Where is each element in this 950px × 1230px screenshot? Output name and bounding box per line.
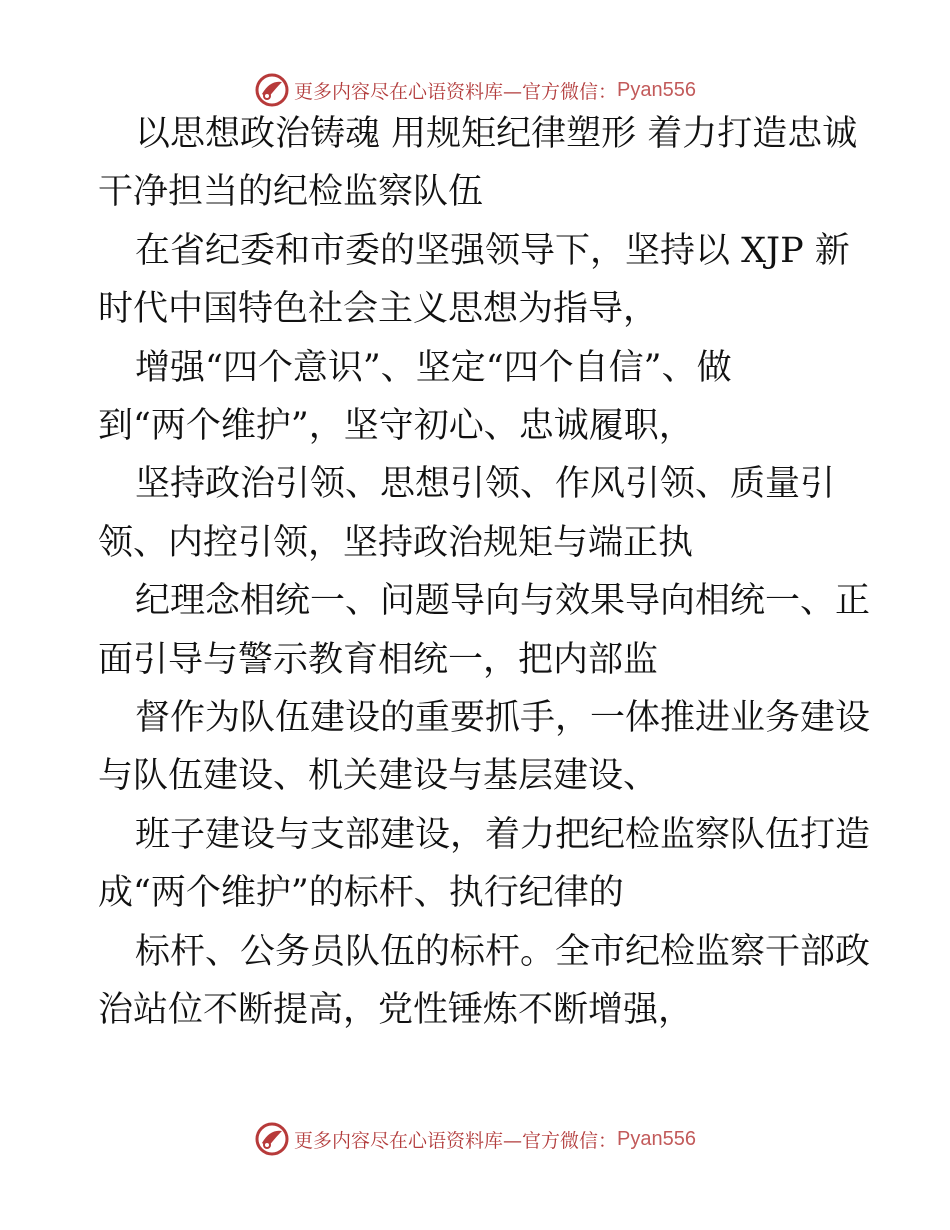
paragraph-line: 在省纪委和市委的坚强领导下，坚持以 XJP 新 [135, 231, 850, 271]
title-line-2: 干净担当的纪检监察队伍 [98, 172, 484, 212]
paragraph-line: 增强“四个意识”、坚定“四个自信”、做 [135, 348, 732, 388]
paragraph-line: 到“两个维护”，坚守初心、忠诚履职， [98, 406, 694, 446]
paragraph-line: 时代中国特色社会主义思想为指导， [98, 289, 659, 329]
paragraph-line: 治站位不断提高，党性锤炼不断增强， [98, 990, 694, 1030]
header-banner-account: Pyan556 [617, 78, 696, 101]
footer-banner-text: 更多内容尽在心语资料库—官方微信： [294, 1129, 618, 1152]
paragraph-line: 班子建设与支部建设，着力把纪检监察队伍打造 [135, 815, 871, 855]
paragraph-line: 标杆、公务员队伍的标杆。全市纪检监察干部政 [135, 932, 871, 972]
header-banner-text: 更多内容尽在心语资料库—官方微信： [294, 80, 618, 103]
paragraph-line: 成“两个维护”的标杆、执行纪律的 [98, 873, 624, 913]
footer-banner [0, 1119, 950, 1159]
paragraph-line: 督作为队伍建设的重要抓手，一体推进业务建设 [135, 698, 871, 738]
paragraph-line: 领、内控引领，坚持政治规矩与端正执 [98, 523, 694, 563]
paragraph-line: 与队伍建设、机关建设与基层建设、 [98, 756, 659, 796]
paragraph-line: 纪理念相统一、问题导向与效果导向相统一、正 [135, 581, 871, 621]
xinyu-logo-icon [254, 1121, 290, 1157]
footer-banner-account: Pyan556 [617, 1127, 696, 1150]
paragraph-line: 面引导与警示教育相统一，把内部监 [98, 640, 659, 680]
paragraph-line: 坚持政治引领、思想引领、作风引领、质量引 [135, 464, 836, 504]
title-line-1: 以思想政治铸魂 用规矩纪律塑形 着力打造忠诚 [135, 114, 858, 154]
